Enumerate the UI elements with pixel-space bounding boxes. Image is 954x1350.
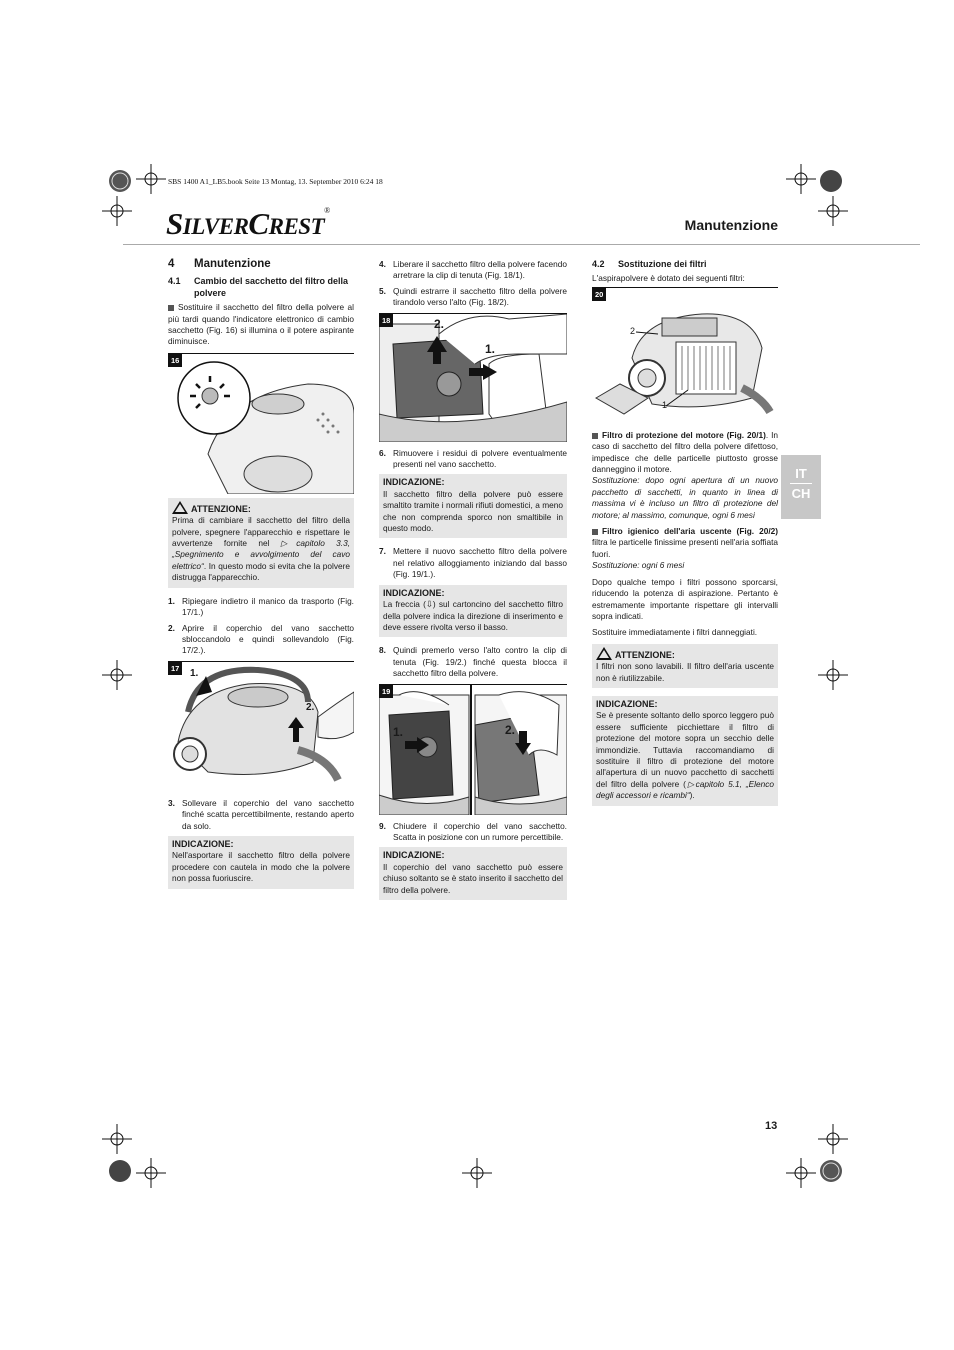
step-2: 2. Aprire il coperchio del vano sacchetto sbloccandolo e quindi sollevandolo (Fig. 17/2.). bbox=[168, 622, 354, 656]
maintenance-paragraph: Dopo qualche tempo i filtri possono sporcarsi, riducendo la potenza di aspirazione. Pertanto è estremamente importante rispettare gli intervalli sopra indicati. bbox=[592, 576, 778, 621]
step-8: 8. Quindi premerlo verso l'alto contro la clip di tenuta (Fig. 19/2.) finché questa blocca il sacchetto filtro della polvere. bbox=[379, 645, 567, 679]
step-6: 6. Rimuovere i residui di polvere eventualmente presenti nel vano sacchetto. bbox=[379, 447, 567, 470]
warning-box-filters: ATTENZIONE: I filtri non sono lavabili. Il filtro dell'aria uscente non è riutilizzabile. bbox=[592, 644, 778, 688]
registration-mark-icon bbox=[818, 1124, 848, 1154]
registration-mark-icon bbox=[105, 166, 135, 196]
filter-1-replacement: Sostituzione: dopo ogni apertura di un nuovo pacchetto di sacchetti, in quanto in linea di massima vi è incluso un filtro di protezione del motore; al massimo, comunque, ogni 6 mesi bbox=[592, 475, 778, 520]
language-tab: IT CH bbox=[781, 455, 821, 519]
step-9: 9. Chiudere il coperchio del vano sacchetto. Scatta in posizione con un rumore percettibile. bbox=[379, 820, 567, 842]
figure-19: 19 1. 2. bbox=[379, 684, 567, 815]
registration-mark-icon bbox=[105, 1156, 135, 1186]
warning-box: ATTENZIONE: Prima di cambiare il sacchetto del filtro della polvere, spegnere l'apparecchio e rispettare le avvertenze fornite nel ▷capitolo 3.3, „Spegnimento e avvolgimento del cavo elettrico“. In questo modo si evita che la polvere distrugga l'apparecchio. bbox=[168, 498, 354, 588]
figure-18: 18 2. 1. bbox=[379, 313, 567, 442]
figure-16: 16 bbox=[168, 353, 354, 494]
note-box: INDICAZIONE: Nell'asportare il sacchetto filtro della polvere procedere con cautela in modo che la polvere non possa fuoriuscire. bbox=[168, 836, 354, 889]
step-5: 5. Quindi estrarre il sacchetto filtro della polvere tirandolo verso l'alto (Fig. 18/2). bbox=[379, 285, 567, 308]
step-4: 4. Liberare il sacchetto filtro della polvere facendo arretrare la clip di tenuta (Fig. 18/1). bbox=[379, 259, 567, 281]
registration-mark-icon bbox=[816, 166, 846, 196]
registration-mark-icon bbox=[786, 164, 816, 194]
filter-2-replacement: Sostituzione: ogni 6 mesi bbox=[592, 560, 685, 571]
book-file-line: SBS 1400 A1_LB5.book Seite 13 Montag, 13. September 2010 6:24 18 bbox=[168, 177, 383, 186]
note-box-filters: INDICAZIONE: Se è presente soltanto dello sporco leggero può essere sufficiente picchiettare il filtro di protezione del motore sopra un secchio delle immondizie. Tuttavia raccomandiamo di sostituire il filtro di protezione del motore all'apertura di un nuovo pacchetto di sacchetti del filtro della polvere (▷capitolo 5.1, „Elenco degli accessori e ricambi“). bbox=[592, 696, 778, 806]
registration-mark-icon bbox=[816, 1156, 846, 1186]
figure-20: 20 2 1 bbox=[592, 287, 778, 426]
section-title: Manutenzione bbox=[684, 217, 778, 233]
note-box-3: INDICAZIONE: Il coperchio del vano sacchetto può essere chiuso soltanto se è stato inserito il sacchetto del filtro della polvere. bbox=[379, 847, 567, 900]
warning-icon bbox=[596, 647, 612, 660]
page-number: 13 bbox=[765, 1120, 778, 1132]
step-7: 7. Mettere il nuovo sacchetto filtro della polvere nel relativo alloggiamento iniziando dal basso (Fig. 19/1.). bbox=[379, 546, 567, 580]
registration-mark-icon bbox=[462, 1158, 492, 1188]
registration-mark-icon bbox=[786, 1158, 816, 1188]
figure-17: 17 1. 2. bbox=[168, 661, 354, 792]
filter-2: Filtro igienico dell'aria uscente (Fig. 20/2) filtra le particelle finissime presenti nell'aria soffiata fuori. bbox=[592, 526, 778, 559]
column-3 bbox=[592, 259, 778, 814]
registration-mark-icon bbox=[136, 1158, 166, 1188]
section-heading-4-2: 4.2 Sostituzione dei filtri bbox=[592, 259, 707, 269]
replace-paragraph: Sostituire immediatamente i filtri danneggiati. bbox=[592, 627, 758, 638]
registration-mark-icon bbox=[102, 660, 132, 690]
registration-mark-icon bbox=[136, 164, 166, 194]
header-divider bbox=[123, 244, 920, 245]
column-1 bbox=[168, 259, 354, 897]
registration-mark-icon bbox=[818, 660, 848, 690]
filter-1: Filtro di protezione del motore (Fig. 20/1). In caso di sacchetto del filtro della polvere difettoso, impedisce che delle particelle piuttosto grosse danneggino il motore. bbox=[592, 429, 778, 475]
registration-mark-icon bbox=[102, 1124, 132, 1154]
registration-mark-icon bbox=[102, 196, 132, 226]
section-heading: 4.1 Cambio del sacchetto del filtro della polvere bbox=[168, 276, 349, 298]
step-1: 1. Ripiegare indietro il manico da trasporto (Fig. 17/1.) bbox=[168, 595, 354, 618]
column-2 bbox=[379, 259, 567, 908]
registration-mark-icon bbox=[818, 196, 848, 226]
intro-text: Sostituire il sacchetto del filtro della polvere al più tardi quando l'indicatore elettronico di cambio sacchetto (Fig. 16) si illumina o il potere aspirante diminuisce. bbox=[168, 302, 354, 347]
warning-icon bbox=[172, 501, 188, 514]
chapter-heading: 4 Manutenzione bbox=[168, 258, 271, 270]
step-3: 3. Sollevare il coperchio del vano sacchetto finché scatta percettibilmente, restando aperto da solo. bbox=[168, 797, 354, 831]
note-box-1: INDICAZIONE: Il sacchetto filtro della polvere può essere smaltito tramite i normali rifiuti domestici, a meno che non comprenda sporco non smaltibile in questo modo. bbox=[379, 474, 567, 538]
brand-logo: SILVERCREST® bbox=[166, 206, 330, 241]
filters-intro: L'aspirapolvere è dotato dei seguenti filtri: bbox=[592, 273, 745, 284]
note-box-2: INDICAZIONE: La freccia (⇩) sul cartoncino del sacchetto filtro della polvere indica la direzione di inserimento e deve essere rivolta verso il basso. bbox=[379, 585, 567, 638]
